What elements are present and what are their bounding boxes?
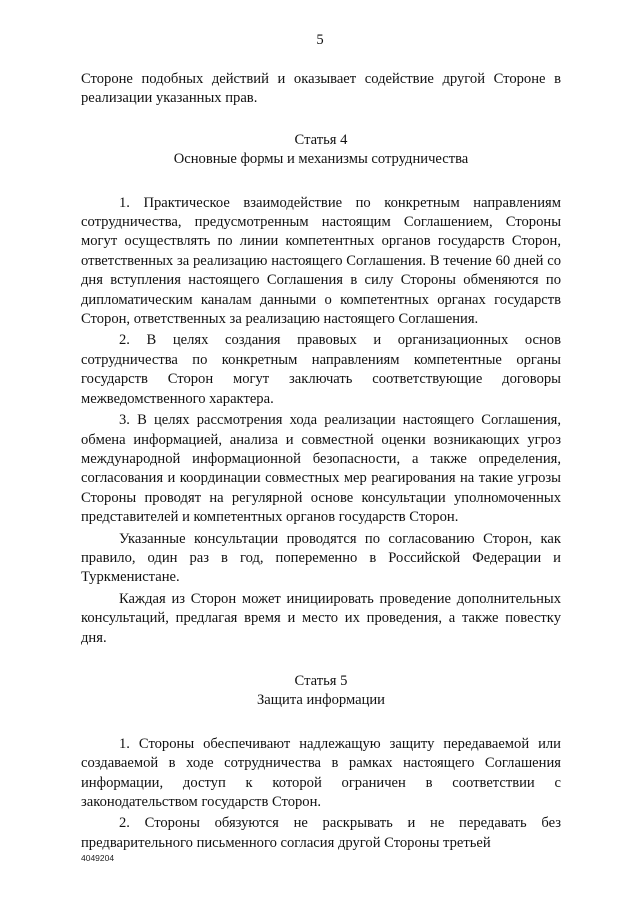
page-number: 5 <box>316 32 324 48</box>
article-4-paragraph: Указанные консультации проводятся по согласованию Сторон, как правило, один раз в год, попеременно в Российской Федерации и Туркменистане. <box>81 530 561 586</box>
article-4-paragraph: 1. Практическое взаимодействие по конкретным направлениям сотрудничества, предусмотренным настоящим Соглашением, Стороны могут осуществлять по линии компетентных органов государств Сторон, ответственных за реализацию настоящего Соглашения. В течение 60 дней со дня вступления настоящего Соглашения в силу Стороны обменяются по дипломатическим каналам данными о компетентных органах государств Сторон, ответственных за реализацию настоящего Соглашения. <box>81 194 561 328</box>
article-5-title: Защита информации <box>256 692 385 709</box>
article-5-paragraph: 2. Стороны обязуются не раскрывать и не передавать без предварительного письменного согласия другой Стороны третьей <box>81 815 561 851</box>
article-4-paragraph: 3. В целях рассмотрения хода реализации настоящего Соглашения, обмена информацией, анализа и совместной оценки возникающих угроз международной информационной безопасности, а также определения, согласования и координации совместных мер реагирования на такие угрозы Стороны проводят на регулярной основе консультации уполномоченных представителей и компетентных органов государств Сторон. <box>81 412 561 526</box>
article-4-paragraph: 2. В целях создания правовых и организационных основ сотрудничества по конкретным направлениям компетентные органы государств Сторон могут заключать соответствующие договоры межведомственного характера. <box>81 332 561 407</box>
document-body <box>81 70 561 853</box>
article-4-number: Статья 4 <box>294 131 348 148</box>
article-5-number: Статья 5 <box>294 672 348 689</box>
article-5-paragraph: 1. Стороны обеспечивают надлежащую защиту передаваемой или создаваемой в ходе сотрудничества в рамках настоящего Соглашения информации, доступ к которой ограничен в соответствии с законодательством государств Сторон. <box>81 735 561 810</box>
article-5-heading <box>81 672 561 711</box>
document-code: 4049204 <box>81 853 115 863</box>
article-4-heading <box>81 131 561 170</box>
intro-paragraph: Стороне подобных действий и оказывает содействие другой Стороне в реализации указанных прав. <box>81 71 561 107</box>
article-4-title: Основные формы и механизмы сотрудничества <box>173 151 469 168</box>
article-4-paragraph: Каждая из Сторон может инициировать проведение дополнительных консультаций, предлагая время и место их проведения, а также повестку дня. <box>81 590 561 646</box>
